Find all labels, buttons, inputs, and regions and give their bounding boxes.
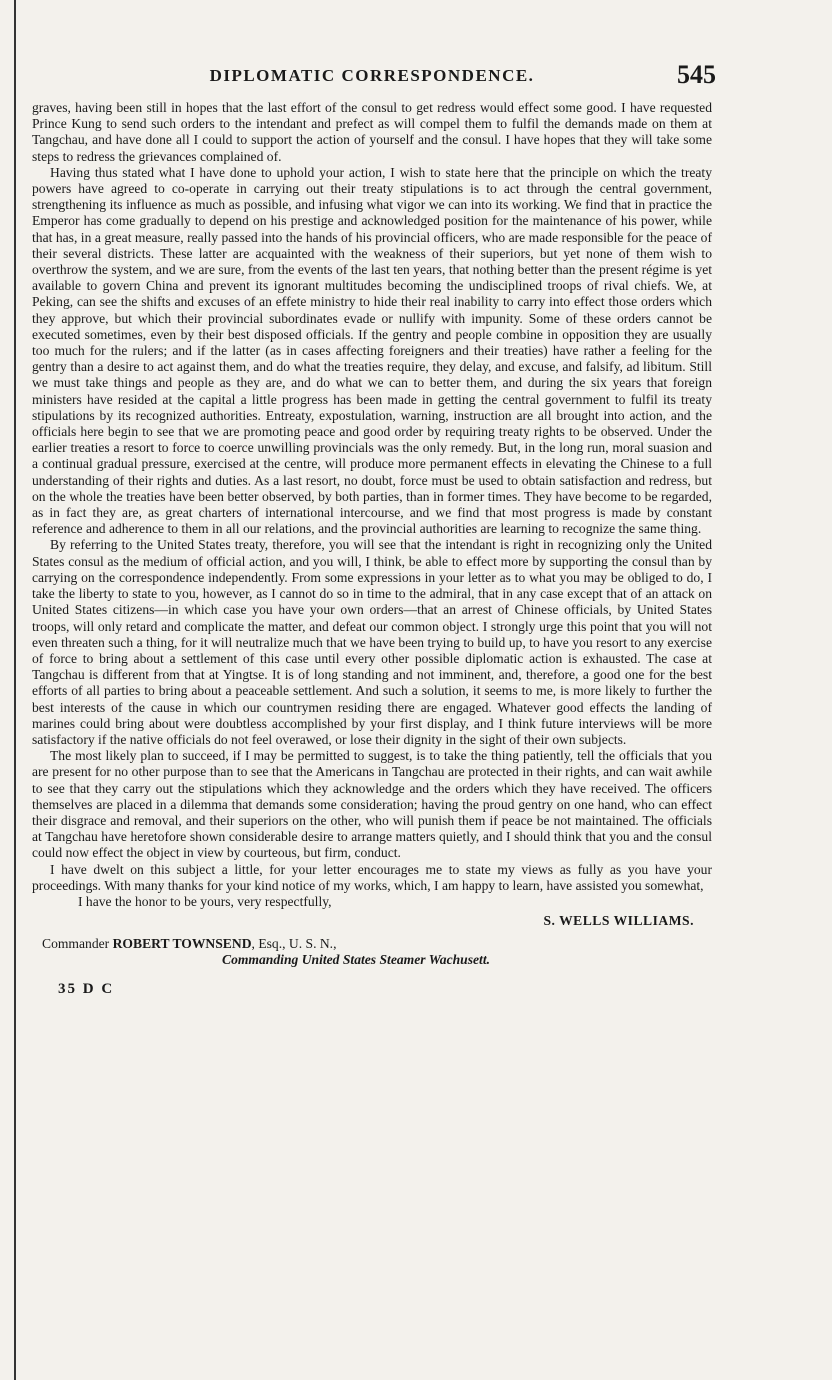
paragraph: The most likely plan to succeed, if I may be permitted to suggest, is to take the thing patiently, tell the officials that you are present for no other purpose than to see that the Americans in Tangchau are protected in their rights, and can wait awhile to see that they carry out the stipulations which they acknowledge and the orders which they have received. The officers themselves are placed in a dilemma that demands some consideration; having the proud gentry on one hand, who can effect their disgrace and removal, and their superiors on the other, who will punish them if peace be not maintained. The officials at Tangchau have heretofore shown considerable desire to arrange matters quietly, and I should think that you and the consul could now effect the object in view by courteous, but firm, conduct. [32, 748, 712, 861]
paragraph: Having thus stated what I have done to uphold your action, I wish to state here that the principle on which the treaty powers have agreed to co-operate in carrying out their treaty stipulations is to act through the central government, strengthening its influence as much as possible, and infusing what vigor we can into its working. We find that in practice the Emperor has come gradually to depend on his prestige and acknowledged position for the maintenance of his power, while that has, in a great measure, really passed into the hands of his provincial officers, who are made responsible for the peace of their several districts. These latter are acquainted with the weakness of their superiors, but yet none of them wish to overthrow the system, and we are sure, from the events of the last ten years, that nothing better than the present régime is yet available to govern China and prevent its ignorant multitudes becoming the undisciplined troops of rival chiefs. We, at Peking, can see the shifts and excuses of an effete ministry to hide their real inability to carry into effect those orders which they approve, but which their provincial subordinates evade or nullify with impunity. Some of these orders cannot be executed sometimes, even by their best disposed officials. If the gentry and people combine in opposition they are usually too much for the rulers; and if the latter (as in cases affecting foreigners and their treaties) have rather a feeling for the gentry than a desire to act against them, and do what the treaties require, they delay, and excuse, and falsify, ad libitum. Still we must take things and people as they are, and do what we can to better them, and during the six years that foreign ministers have resided at the capital a little progress has been made in getting the central government to fulfil its treaty stipulations by its recognized authorities. Entreaty, expostulation, warning, instruction are all brought into action, and the officials here begin to see that we are promoting peace and good order by requiring treaty rights to be observed. Under the earlier treaties a resort to force to coerce unwilling provincials was the only remedy. But, in the long run, moral suasion and a continual gradual pressure, exercised at the centre, will produce more permanent effects in elevating the Chinese to a full understanding of their rights and duties. As a last resort, no doubt, force must be used to obtain satisfaction and redress, but on the whole the treaties have been better observed, by both parties, than in former times. They have become to be regarded, as in fact they are, as great charters of international intercourse, and we find that most progress is made by constant reference and adherence to them in all our relations, and the provincial authorities are learning to recognize the same thing. [32, 164, 712, 537]
running-head: DIPLOMATIC CORRESPONDENCE. [209, 66, 535, 85]
paragraph: I have dwelt on this subject a little, for your letter encourages me to state my views as fully as you have your proceedings. With many thanks for your kind notice of my works, which, I am happy to learn, have assisted you somewhat, [32, 861, 712, 893]
closing-line: I have the honor to be yours, very respectfully, [78, 893, 332, 909]
addressee-suffix: , Esq., U. S. N., [251, 936, 337, 952]
letter-body [32, 100, 712, 894]
page-header [32, 60, 716, 100]
paragraph: By referring to the United States treaty, therefore, you will see that the intendant is right in recognizing only the United States consul as the medium of official action, and you will, I think, be able to effect more by supporting the consul than by carrying on the correspondence independently. From some expressions in your letter as to what you may be obliged to do, I take the liberty to state to you, however, as I cannot do so in time to the admiral, that in any case except that of an attack on United States citizens—in which case you have your own orders—that an arrest of Chinese officials, by United States troops, will only retard and complicate the matter, and defeat our common object. I strongly urge this point that you will not even threaten such a thing, for it will neutralize much that we have been trying to build up, to have you resort to any exercise of force to bring about a settlement of this case until every other possible diplomatic action is exhausted. The case at Tangchau is different from that at Yingtse. It is of long standing and not imminent, and, therefore, a good one for the best efforts of all parties to bring about a peaceable settlement. And such a solution, it seems to me, is more likely to further the best interests of the cause in which our countrymen residing there are engaged. Whatever good effects the landing of marines could bring about were doubtless accomplished by your first display, and I think future interviews will be more satisfactory if the native officials do not feel overawed, or lose their dignity in the sight of their own subjects. [32, 537, 712, 747]
addressee-name: ROBERT TOWNSEND [112, 936, 252, 952]
addressee-prefix: Commander [42, 936, 110, 952]
page-left-rule [14, 0, 16, 1380]
addressee-title: Commanding United States Steamer Wachusett. [222, 952, 491, 968]
paragraph: graves, having been still in hopes that the last effort of the consul to get redress would effect some good. I have requested Prince Kung to send such orders to the intendant and prefect as will compel them to fulfil the demands made on them at Tangchau, and have done all I could to support the action of yourself and the consul. I have hopes that they will take some steps to redress the grievances complained of. [32, 100, 712, 164]
page-number: 545 [677, 60, 716, 89]
signature: S. WELLS WILLIAMS. [543, 913, 694, 929]
document-page [32, 60, 716, 998]
addressee [32, 936, 712, 952]
printer-signature-mark: 35 D C [58, 981, 115, 998]
